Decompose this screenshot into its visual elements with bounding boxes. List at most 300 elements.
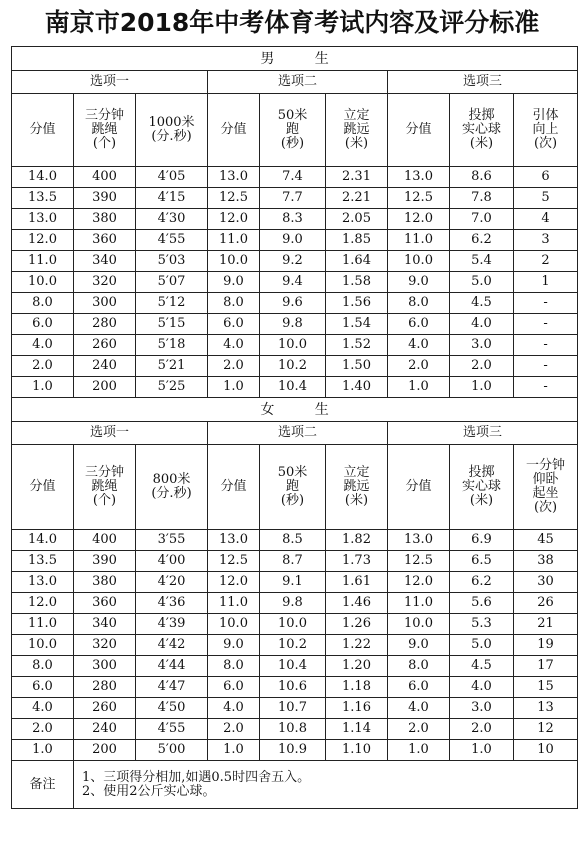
header-line: 投掷	[468, 108, 495, 123]
table-cell: 9.0	[208, 272, 260, 293]
table-cell: 5′00	[136, 740, 208, 761]
table-cell: 4′47	[136, 677, 208, 698]
male-section-header	[12, 47, 578, 71]
table-cell: 4.0	[12, 698, 74, 719]
table-cell: 3′55	[136, 530, 208, 551]
table-cell: 30	[514, 572, 578, 593]
table-row	[12, 698, 578, 719]
table-cell: 8.0	[208, 293, 260, 314]
table-row	[12, 188, 578, 209]
header-line: 跳绳	[91, 479, 118, 494]
table-cell: 1.85	[326, 230, 388, 251]
table-cell: 4′20	[136, 572, 208, 593]
male-column-header	[12, 94, 74, 167]
table-cell: 9.8	[260, 593, 326, 614]
table-cell: 2.0	[208, 719, 260, 740]
table-cell: 13	[514, 698, 578, 719]
table-row	[12, 719, 578, 740]
table-cell: 340	[74, 614, 136, 635]
header-line: 分值	[220, 122, 247, 137]
table-cell: 13.0	[12, 572, 74, 593]
table-cell: 1.73	[326, 551, 388, 572]
table-cell: 8.0	[388, 656, 450, 677]
note-line: 2、使用2公斤实心球。	[82, 783, 216, 799]
table-cell: 10.6	[260, 677, 326, 698]
header-line: 立定	[343, 108, 370, 123]
table-cell: 11.0	[388, 230, 450, 251]
male-column-header	[74, 94, 136, 167]
table-cell: 12.0	[388, 209, 450, 230]
table-cell: 14.0	[12, 530, 74, 551]
table-cell: 10.0	[12, 635, 74, 656]
table-cell: 3.0	[450, 698, 514, 719]
table-cell: 360	[74, 593, 136, 614]
table-cell: 1.64	[326, 251, 388, 272]
female-column-header	[260, 445, 326, 530]
table-cell: 4′50	[136, 698, 208, 719]
header-line: 跳远	[343, 122, 370, 137]
table-cell: 360	[74, 230, 136, 251]
table-cell: 12.0	[12, 593, 74, 614]
table-cell: 5.0	[450, 635, 514, 656]
table-cell: 2.0	[450, 356, 514, 377]
header-line: 跳远	[343, 479, 370, 494]
table-cell: 1.46	[326, 593, 388, 614]
table-cell: -	[514, 377, 578, 398]
table-cell: 1.0	[450, 740, 514, 761]
table-cell: 5	[514, 188, 578, 209]
table-cell: 1.56	[326, 293, 388, 314]
header-line: 800米	[152, 472, 191, 487]
table-cell: 1.0	[208, 377, 260, 398]
table-row	[12, 230, 578, 251]
table-cell: 380	[74, 209, 136, 230]
table-cell: 240	[74, 719, 136, 740]
table-cell: 1.0	[388, 377, 450, 398]
female-column-header	[12, 445, 74, 530]
table-cell: 4.0	[388, 335, 450, 356]
table-row	[12, 551, 578, 572]
table-cell: 2.0	[208, 356, 260, 377]
table-cell: 6.9	[450, 530, 514, 551]
table-cell: 6.0	[208, 677, 260, 698]
table-cell: 4′30	[136, 209, 208, 230]
table-cell: 4′44	[136, 656, 208, 677]
table-cell: 10.7	[260, 698, 326, 719]
table-cell: 6.0	[208, 314, 260, 335]
table-cell: 8.0	[388, 293, 450, 314]
table-cell: 4′39	[136, 614, 208, 635]
header-line: (秒)	[280, 136, 305, 151]
table-cell: 10	[514, 740, 578, 761]
table-cell: 1.0	[12, 377, 74, 398]
female-label: 女 生	[12, 398, 578, 422]
table-cell: 12.0	[12, 230, 74, 251]
table-row	[12, 635, 578, 656]
table-cell: 5.6	[450, 593, 514, 614]
header-line: 分值	[29, 122, 56, 137]
table-row	[12, 335, 578, 356]
table-cell: 14.0	[12, 167, 74, 188]
table-cell: 380	[74, 572, 136, 593]
table-cell: 9.0	[208, 635, 260, 656]
table-cell: 1.54	[326, 314, 388, 335]
header-line: 分值	[405, 122, 432, 137]
table-cell: 10.0	[208, 614, 260, 635]
male-column-header	[136, 94, 208, 167]
table-cell: 10.9	[260, 740, 326, 761]
table-cell: 4.0	[208, 698, 260, 719]
female-column-header	[450, 445, 514, 530]
table-cell: 12.5	[388, 551, 450, 572]
header-line: (分.秒)	[151, 129, 192, 144]
table-cell: 21	[514, 614, 578, 635]
table-cell: 2.0	[388, 719, 450, 740]
table-cell: 2.0	[12, 356, 74, 377]
table-cell: 3.0	[450, 335, 514, 356]
table-cell: 12.5	[208, 551, 260, 572]
table-cell: 13.0	[388, 530, 450, 551]
female-column-header	[514, 445, 578, 530]
table-cell: 1.40	[326, 377, 388, 398]
table-cell: 4′55	[136, 230, 208, 251]
table-cell: 10.0	[260, 335, 326, 356]
header-line: (米)	[344, 493, 369, 508]
table-cell: 4.5	[450, 293, 514, 314]
notes-label: 备注	[12, 761, 74, 809]
table-cell: 11.0	[208, 230, 260, 251]
table-cell: 4.0	[450, 314, 514, 335]
table-cell: 5.3	[450, 614, 514, 635]
male-group-3: 选项三	[388, 71, 578, 94]
female-section-header	[12, 398, 578, 422]
header-line: 实心球	[461, 479, 501, 494]
table-cell: 1.0	[12, 740, 74, 761]
table-cell: 15	[514, 677, 578, 698]
table-cell: 12.0	[208, 572, 260, 593]
table-cell: 26	[514, 593, 578, 614]
table-cell: 1	[514, 272, 578, 293]
female-group-2: 选项二	[208, 422, 388, 445]
page-title: 南京市2018年中考体育考试内容及评分标准	[44, 8, 540, 37]
table-row	[12, 593, 578, 614]
table-cell: 6.0	[12, 314, 74, 335]
table-cell: 7.0	[450, 209, 514, 230]
table-row	[12, 293, 578, 314]
header-line: (次)	[533, 500, 558, 515]
table-cell: 5.4	[450, 251, 514, 272]
table-cell: 2.31	[326, 167, 388, 188]
table-cell: 10.2	[260, 635, 326, 656]
table-cell: 400	[74, 167, 136, 188]
table-row	[12, 314, 578, 335]
table-cell: 17	[514, 656, 578, 677]
table-cell: 5.0	[450, 272, 514, 293]
table-cell: 8.0	[12, 293, 74, 314]
female-group-row	[12, 422, 578, 445]
table-row	[12, 740, 578, 761]
table-cell: 260	[74, 698, 136, 719]
header-line: (米)	[469, 493, 494, 508]
female-column-header	[136, 445, 208, 530]
table-cell: 13.0	[208, 167, 260, 188]
table-cell: 260	[74, 335, 136, 356]
table-cell: 200	[74, 740, 136, 761]
female-column-header	[388, 445, 450, 530]
header-line: 实心球	[461, 122, 501, 137]
table-cell: 4′15	[136, 188, 208, 209]
table-cell: 2.21	[326, 188, 388, 209]
header-line: (米)	[469, 136, 494, 151]
table-cell: 1.82	[326, 530, 388, 551]
table-row	[12, 530, 578, 551]
table-cell: 5′21	[136, 356, 208, 377]
header-line: (个)	[92, 493, 117, 508]
table-cell: 9.4	[260, 272, 326, 293]
table-cell: 5′07	[136, 272, 208, 293]
table-cell: 1.10	[326, 740, 388, 761]
table-cell: 4	[514, 209, 578, 230]
table-cell: 6.2	[450, 572, 514, 593]
header-line: 分值	[220, 479, 247, 494]
table-cell: 13.5	[12, 188, 74, 209]
header-line: 分值	[405, 479, 432, 494]
header-line: 三分钟	[84, 108, 124, 123]
table-cell: -	[514, 293, 578, 314]
table-cell: 45	[514, 530, 578, 551]
table-cell: 13.0	[388, 167, 450, 188]
table-row	[12, 656, 578, 677]
male-column-header	[514, 94, 578, 167]
table-cell: 11.0	[12, 251, 74, 272]
table-cell: 11.0	[208, 593, 260, 614]
table-cell: 1.26	[326, 614, 388, 635]
table-cell: 2	[514, 251, 578, 272]
table-cell: 8.6	[450, 167, 514, 188]
table-row	[12, 209, 578, 230]
table-cell: 12	[514, 719, 578, 740]
table-cell: 4′05	[136, 167, 208, 188]
table-cell: 11.0	[388, 593, 450, 614]
table-cell: 8.0	[12, 656, 74, 677]
table-cell: -	[514, 356, 578, 377]
table-cell: -	[514, 314, 578, 335]
table-cell: 9.8	[260, 314, 326, 335]
header-line: (个)	[92, 136, 117, 151]
table-cell: 10.0	[208, 251, 260, 272]
table-row	[12, 251, 578, 272]
table-cell: 5′18	[136, 335, 208, 356]
male-column-header	[326, 94, 388, 167]
table-cell: 5′25	[136, 377, 208, 398]
table-cell: 6.0	[388, 677, 450, 698]
table-cell: 10.2	[260, 356, 326, 377]
table-cell: 4.5	[450, 656, 514, 677]
table-cell: 13.0	[208, 530, 260, 551]
notes-text	[74, 761, 578, 809]
table-cell: 4′00	[136, 551, 208, 572]
table-cell: 5′12	[136, 293, 208, 314]
table-cell: 6.0	[12, 677, 74, 698]
table-cell: 10.8	[260, 719, 326, 740]
header-line: 50米	[277, 465, 308, 480]
table-cell: 320	[74, 272, 136, 293]
table-cell: 2.0	[388, 356, 450, 377]
table-cell: 280	[74, 314, 136, 335]
table-cell: 9.1	[260, 572, 326, 593]
table-cell: 10.0	[388, 614, 450, 635]
table-cell: 1.14	[326, 719, 388, 740]
header-line: 仰卧	[532, 472, 559, 487]
table-row	[12, 677, 578, 698]
table-cell: 7.8	[450, 188, 514, 209]
header-line: (秒)	[280, 493, 305, 508]
male-column-header	[208, 94, 260, 167]
table-cell: 6.0	[388, 314, 450, 335]
table-cell: 4′55	[136, 719, 208, 740]
table-cell: 12.0	[208, 209, 260, 230]
scoring-table	[11, 46, 578, 809]
male-column-headers	[12, 94, 578, 167]
table-row	[12, 572, 578, 593]
table-cell: -	[514, 335, 578, 356]
table-cell: 9.0	[260, 230, 326, 251]
table-cell: 10.0	[12, 272, 74, 293]
table-cell: 6.5	[450, 551, 514, 572]
table-cell: 390	[74, 188, 136, 209]
table-cell: 11.0	[12, 614, 74, 635]
female-group-3: 选项三	[388, 422, 578, 445]
header-line: 50米	[277, 108, 308, 123]
table-cell: 1.22	[326, 635, 388, 656]
female-group-1: 选项一	[12, 422, 208, 445]
header-line: 一分钟	[526, 458, 566, 473]
table-cell: 12.5	[208, 188, 260, 209]
header-line: 向上	[532, 122, 559, 137]
table-cell: 1.0	[388, 740, 450, 761]
table-cell: 9.0	[388, 272, 450, 293]
header-line: 引体	[532, 108, 559, 123]
header-line: 起坐	[532, 486, 559, 501]
table-cell: 12.5	[388, 188, 450, 209]
table-cell: 320	[74, 635, 136, 656]
header-line: 跑	[285, 122, 299, 137]
table-cell: 7.7	[260, 188, 326, 209]
notes-row	[12, 761, 578, 809]
table-cell: 3	[514, 230, 578, 251]
table-row	[12, 377, 578, 398]
male-column-header	[388, 94, 450, 167]
table-cell: 12.0	[388, 572, 450, 593]
table-cell: 8.0	[208, 656, 260, 677]
table-row	[12, 614, 578, 635]
table-cell: 8.3	[260, 209, 326, 230]
table-cell: 1.20	[326, 656, 388, 677]
header-line: (次)	[533, 136, 558, 151]
table-cell: 7.4	[260, 167, 326, 188]
table-cell: 8.7	[260, 551, 326, 572]
table-cell: 4.0	[388, 698, 450, 719]
female-column-headers	[12, 445, 578, 530]
table-cell: 200	[74, 377, 136, 398]
table-cell: 2.0	[12, 719, 74, 740]
header-line: 分值	[29, 479, 56, 494]
table-cell: 4′42	[136, 635, 208, 656]
table-cell: 2.05	[326, 209, 388, 230]
table-cell: 13.0	[12, 209, 74, 230]
table-cell: 38	[514, 551, 578, 572]
table-cell: 10.4	[260, 656, 326, 677]
table-cell: 400	[74, 530, 136, 551]
table-cell: 6.2	[450, 230, 514, 251]
table-cell: 1.0	[208, 740, 260, 761]
table-cell: 300	[74, 656, 136, 677]
table-cell: 13.5	[12, 551, 74, 572]
female-column-header	[74, 445, 136, 530]
header-line: 投掷	[468, 465, 495, 480]
header-line: 立定	[343, 465, 370, 480]
table-cell: 300	[74, 293, 136, 314]
header-line: 跑	[285, 479, 299, 494]
table-row	[12, 167, 578, 188]
female-column-header	[326, 445, 388, 530]
table-cell: 5′15	[136, 314, 208, 335]
table-cell: 1.52	[326, 335, 388, 356]
male-group-1: 选项一	[12, 71, 208, 94]
note-line: 1、三项得分相加,如遇0.5时四舍五入。	[82, 769, 311, 785]
table-cell: 6	[514, 167, 578, 188]
table-cell: 9.6	[260, 293, 326, 314]
table-cell: 9.2	[260, 251, 326, 272]
table-cell: 4.0	[208, 335, 260, 356]
table-cell: 280	[74, 677, 136, 698]
table-cell: 4′36	[136, 593, 208, 614]
table-cell: 1.16	[326, 698, 388, 719]
table-cell: 2.0	[450, 719, 514, 740]
header-line: (米)	[344, 136, 369, 151]
header-line: (分.秒)	[151, 486, 192, 501]
header-line: 1000米	[148, 115, 195, 130]
header-line: 三分钟	[84, 465, 124, 480]
table-cell: 5′03	[136, 251, 208, 272]
table-cell: 340	[74, 251, 136, 272]
table-cell: 10.0	[260, 614, 326, 635]
male-column-header	[450, 94, 514, 167]
header-line: 跳绳	[91, 122, 118, 137]
table-cell: 1.50	[326, 356, 388, 377]
table-cell: 1.58	[326, 272, 388, 293]
table-cell: 390	[74, 551, 136, 572]
table-row	[12, 356, 578, 377]
male-group-2: 选项二	[208, 71, 388, 94]
female-column-header	[208, 445, 260, 530]
table-cell: 4.0	[12, 335, 74, 356]
table-cell: 4.0	[450, 677, 514, 698]
table-cell: 19	[514, 635, 578, 656]
male-label: 男 生	[12, 47, 578, 71]
male-group-row	[12, 71, 578, 94]
table-cell: 1.61	[326, 572, 388, 593]
table-cell: 1.0	[450, 377, 514, 398]
table-cell: 8.5	[260, 530, 326, 551]
table-cell: 9.0	[388, 635, 450, 656]
male-column-header	[260, 94, 326, 167]
table-cell: 10.0	[388, 251, 450, 272]
table-cell: 1.18	[326, 677, 388, 698]
table-cell: 10.4	[260, 377, 326, 398]
table-cell: 240	[74, 356, 136, 377]
table-row	[12, 272, 578, 293]
